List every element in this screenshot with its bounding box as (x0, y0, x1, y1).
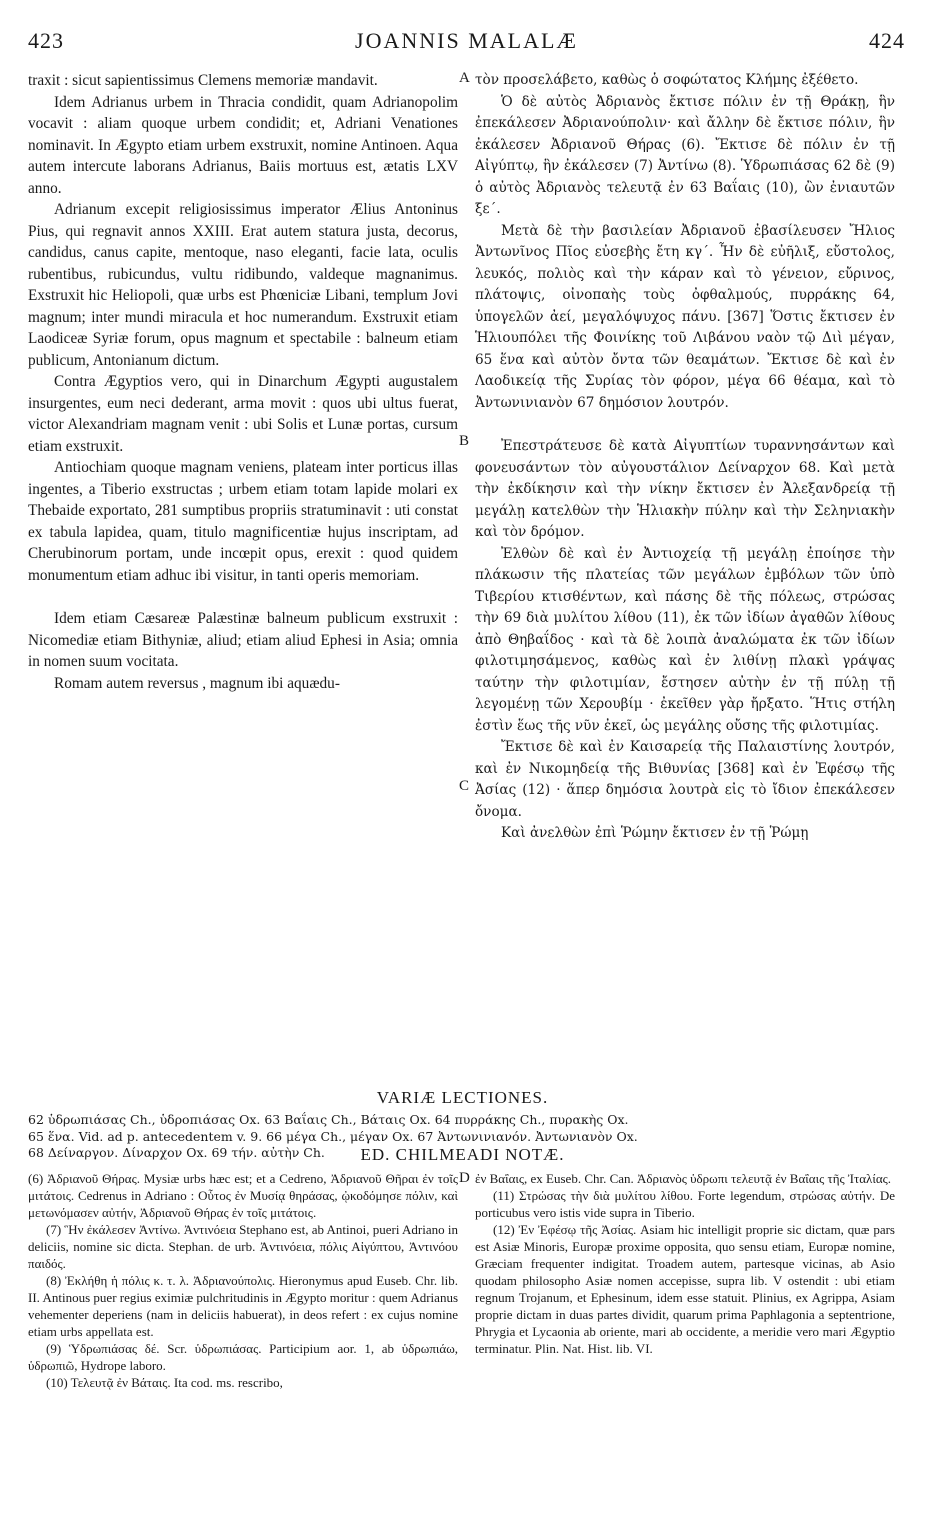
note: (8) Ἐκλήθη ἡ πόλις κ. τ. λ. Ἀδριανούπολις. Hieronymus apud Euseb. Chr. lib. II. Antinous puer regius eximiæ pulchritudinis in Ægypto moritur : quem Adrianus vehementer deperiens (nam in deliciis habuerat), in deos refert : ex cujus nomine etiam urbs appellata est. (28, 1273, 458, 1339)
latin-paragraph: Romam autem reversus , magnum ibi aquædu- (54, 674, 340, 692)
latin-paragraph: Idem etiam Cæsareæ Palæstinæ balneum publicum exstruxit : Nicomediæ etiam Bithyniæ, aliud; etiam aliud Ephesi in Asia; omnia in nomen suum vocitata. (28, 610, 458, 670)
notes-right-column (475, 1170, 895, 1357)
notes-heading: ED. CHILMEADI NOTÆ. (360, 1145, 565, 1164)
greek-paragraph: Καὶ ἀνελθὼν ἐπὶ Ῥώμην ἔκτισεν ἐν τῇ Ῥώμῃ (501, 825, 809, 841)
notes-left-column (28, 1170, 458, 1391)
note: (6) Ἀδριανοῦ Θήρας. Mysiæ urbs hæc est; et a Cedreno, Ἀδριανοῦ Θῆραι ἐν τοῖς μιτάτοις. Cedrenus in Adriano : Οὗτος ἐν Μυσίᾳ θηράσας, ᾠκοδόμησε πόλιν, καὶ μετωνόμασεν αὐτήν, Ἀδριανοῦ Θήρας ἐν τοῖς μιτάτοις. (28, 1171, 458, 1220)
variant-line: 68 Δείναργον. Δίναρχον Ox. 69 τήν. αὐτὴν Ch. (28, 1145, 325, 1160)
note: (11) Στρώσας τὴν διὰ μυλίτου λίθου. Forte legendum, στρώσας αὐτήν. De porticubus vero istis vide supra in Tiberio. (475, 1188, 895, 1220)
running-header (28, 28, 905, 62)
margin-letter-b: B (459, 433, 470, 449)
greek-paragraph: τὸν προσελάβετο, καθὼς ὁ σοφώτατος Κλήμης ἐξέθετο. (475, 72, 859, 88)
latin-column (28, 70, 458, 694)
variant-line: 65 ἕνα. Vid. ad p. antecedentem v. 9. 66 μέγα Ch., μέγαν Ox. 67 Ἀντωνινιανόν. Ἀντωνιανὸν Ox. (28, 1128, 638, 1144)
latin-paragraph: Contra Ægyptios vero, qui in Dinarchum Ægypti augustalem insurgentes, eum neci dederant, arma movit : quos ubi ultus fuerat, victor Alexandriam magnam venit : ubi Solis et Lunæ portas, cursum etiam exstruxit. (28, 373, 458, 455)
note: ἐν Βαΐαις, ex Euseb. Chr. Can. Ἀδριανὸς ὑδρωπι τελευτᾷ ἐν Βαΐαις τῆς Ἰταλίας. (475, 1171, 892, 1186)
margin-letter-c: C (459, 778, 470, 794)
variae-lectiones-heading: VARIÆ LECTIONES. (376, 1088, 549, 1107)
greek-column (475, 70, 895, 845)
page-number-left: 423 (28, 28, 64, 53)
latin-paragraph: traxit : sicut sapientissimus Clemens memoriæ mandavit. (28, 72, 378, 89)
note: (9) Ὑδρωπιάσας δέ. Scr. ὑδρωπιάσας. Participium aor. 1, ab ὑδρωπιάω, ὑδρωπιῶ, Hydrope laboro. (28, 1341, 458, 1373)
running-title: JOANNIS MALALÆ (355, 28, 578, 53)
latin-paragraph: Adrianum excepit religiosissimus imperator Ælius Antoninus Pius, qui regnavit annos XXIII. Erat autem statura justa, decorus, candidus, canus capite, mentoque, naso eleganti, facie lata, oculis rubentibus, rubicundus, vultu ridibundo, valdeque magnanimus. Exstruxit hic Heliopoli, quæ urbs est Phœniciæ Libani, templum Jovi magnum; inter mundi miracula et hoc numerandum. Exstruxit etiam Laodiceæ Syriæ forum, opus magnum et spectabile : balneum etiam publicum, Antonianum dictum. (28, 201, 458, 369)
margin-letter-d: D (459, 1170, 470, 1186)
latin-paragraph: Antiochiam quoque magnam veniens, plateam inter porticus illas ingentes, a Tiberio exstructas ; urbem etiam totam lapide molari ex Thebaide exportato, 281 sumptibus propriis stratuminavit : uti constat ex tabula lapidea, quam, titulo magnificentiæ hujus inscriptam, ad Cherubinorum portam, unde incœpit opus, erexit : quod quidem monumentum etiam adhuc ibi visitur, in tanti operis memoriam. (28, 459, 458, 584)
variant-line: 62 ὑδρωπιάσας Ch., ὑδροπιάσας Ox. 63 Βαΐαις Ch., Βάταις Ox. 64 πυρράκης Ch., πυρακὴς Ox. (28, 1112, 629, 1127)
note: (7) Ἣν ἐκάλεσεν Ἀντίνω. Ἀντινόεια Stephano est, ab Antinoi, pueri Adriano in deliciis, nomine sic dicta. Stephan. de urb. Ἀντινόεια, πόλις Αἰγύπτου, Ἀντινόου παιδός. (28, 1222, 458, 1271)
margin-letter-a: A (459, 70, 470, 86)
greek-paragraph: Μετὰ δὲ τὴν βασιλείαν Ἀδριανοῦ ἐβασίλευσεν Ἤλιος Ἀντωνῖνος Πῖος εὐσεβὴς ἔτη κγ΄. Ἦν δὲ εὐῆλιξ, εὔστολος, λευκός, πολιὸς καὶ τὴν κάραν καὶ τὸ γένειον, εὔρινος, πλάτοψις, οἰνοπαὴς τοὺς ὀφθαλμούς, πυρράκης 64, ὑπογελῶν ἀεί, μεγαλόψυχος πάνυ. [367] Ὅστις ἔκτισεν ἐν Ἡλιουπόλει τῆς Φοινίκης τοῦ Λιβάνου ναὸν τῷ Διὶ μέγαν, 65 ἕνα καὶ αὐτὸν ὄντα τῶν θεαμάτων. Ἔκτισε δὲ καὶ ἐν Λαοδικείᾳ τῆς Συρίας τὸν φόρον, μέγα 66 θέαμα, καὶ τὸ Ἀντωνινιανὸν 67 δημόσιον λουτρόν. (475, 222, 895, 411)
greek-paragraph: Ἐλθὼν δὲ καὶ ἐν Ἀντιοχείᾳ τῇ μεγάλῃ ἐποίησε τὴν πλάκωσιν τῆς πλατείας τῶν μεγάλων ἐμβόλων τῶν ὑπὸ Τιβερίου κτισθέντων, καὶ πάσης δὲ τῆς πόλεως, στρώσας τὴν 69 διὰ μυλίτου λίθου (11), ἐκ τῶν ἰδίων ἀγαθῶν λίθους ἀπὸ Θηβαΐδος · καὶ τὰ δὲ λοιπὰ ἀναλώματα ἐκ τῶν ἰδίων φιλοτιμησάμενος, καθὼς καὶ ἐν λιθίνῃ πλακὶ γράψας ταύτην τὴν φιλοτιμίαν, ἔστησεν αὐτὴν ἐν τῇ πύλῃ τῇ λεγομένῃ τῶν Χερουβίμ · ἐκεῖθεν γὰρ ἤρξατο. Ἥτις στήλη ἐστὶν ἕως τῆς νῦν ἐκεῖ, ὡς μεγάλης οὔσης τῆς φιλοτιμίας. (475, 545, 895, 734)
note: (10) Τελευτᾷ ἐν Βάταις. Ita cod. ms. rescribo, (46, 1375, 283, 1390)
note: (12) Ἐν Ἐφέσῳ τῆς Ἀσίας. Asiam hic intelligit proprie sic dictam, quæ pars est Asiæ Minoris, Europæ proxime opposita, quo sensu etiam, Europæ nomine, Græciam frequenter indigitat. Troadem autem, partesque vicinas, ab Asio quodam philosopho Asiæ nomen accepisse, supra lib. V ostendit : ubi etiam regnum Trojanum, et Ephesinum, idem esse statuit. Plinius, ex Agrippa, Asiam proprie dictam in duas partes dividit, quarum prima Paphlagonia a septentrione, Phrygia et Lycaonia ab oriente, mari ab occidente, a meridie vero mari Ægyptio terminatur. Plin. Nat. Hist. lib. VI. (475, 1222, 895, 1356)
page-number-right: 424 (869, 28, 905, 53)
greek-paragraph: Ὁ δὲ αὐτὸς Ἀδριανὸς ἔκτισε πόλιν ἐν τῇ Θράκῃ, ἣν ἐπεκάλεσεν Ἀδριανούπολιν· καὶ ἄλλην δὲ ἔκτισε πόλιν, ἣν ἐκάλεσεν Ἀδριανοῦ Θήρας (6). Ἔκτισε δὲ πόλιν ἐν τῇ Αἰγύπτῳ, ἣν ἐκάλεσεν (7) Ἀντίνω (8). Ὑδρωπιάσας 62 δὲ (9) ὁ αὐτὸς Ἀδριανὸς τελευτᾷ ἐν 63 Βαΐαις (10), ὢν ἐνιαυτῶν ξε΄. (475, 93, 895, 217)
greek-paragraph: Ἔκτισε δὲ καὶ ἐν Καισαρείᾳ τῆς Παλαιστίνης λουτρόν, καὶ ἐν Νικομηδείᾳ τῆς Βιθυνίας [368] καὶ ἐν Ἐφέσῳ τῆς Ἀσίας (12) · ἅπερ δημόσια λουτρὰ εἰς τὸ ἴδιον ἐπεκάλεσεν ὄνομα. (475, 739, 895, 820)
latin-paragraph: Idem Adrianus urbem in Thracia condidit, quam Adrianopolim vocavit : aliam quoque urbem condidit; et, Adriani Venationes nominavit. In Ægypto etiam urbem exstruxit, nomine Antinoen. Aqua autem intercute laborans Adrianus, Baiis mortuus est, ætatis LXV anno. (28, 93, 458, 197)
greek-paragraph: Ἐπεστράτευσε δὲ κατὰ Αἰγυπτίων τυραννησάντων καὶ φονευσάντων τὸν αὐγουστάλιον Δείναρχον 68. Καὶ μετὰ τὴν ἐκδίκησιν καὶ τὴν νίκην ἔκτισεν ἐν Ἀλεξανδρείᾳ τῇ μεγάλῃ κατελθὼν τὴν Ἡλιακὴν πύλην καὶ τὴν Σεληνιακὴν καὶ τὸν δρόμον. (475, 438, 895, 540)
